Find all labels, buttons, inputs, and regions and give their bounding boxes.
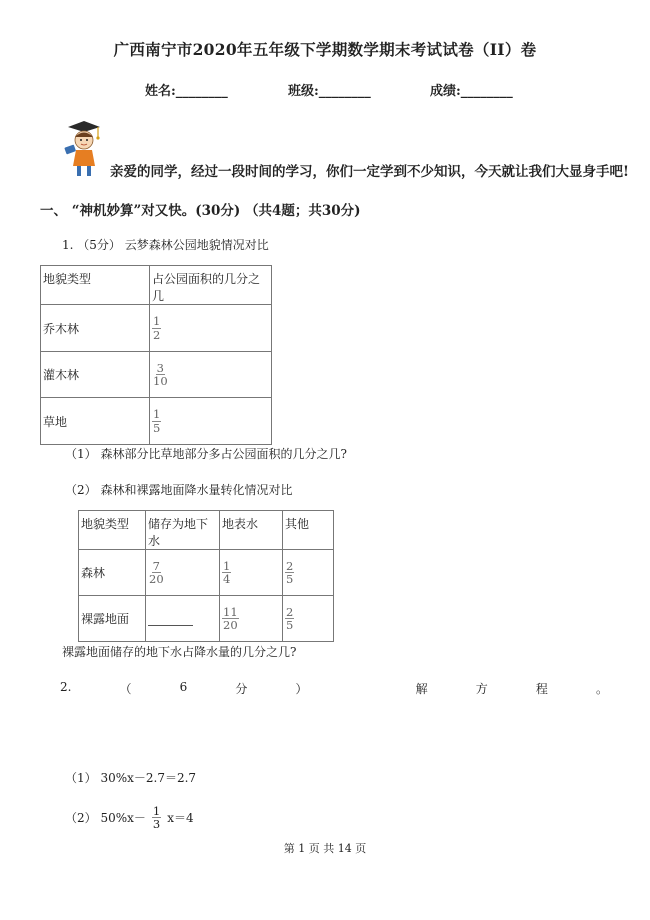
table-cell: 森林	[79, 550, 146, 596]
table-header-cell: 地貌类型	[41, 266, 150, 305]
table-cell: 乔木林	[41, 305, 150, 352]
table-header-cell: 占公园面积的几分之几	[150, 266, 272, 305]
table-header-cell: 地貌类型	[79, 511, 146, 550]
table-row	[79, 550, 334, 596]
table-row	[41, 398, 272, 445]
fraction: $\frac{2}{5}$	[286, 604, 294, 632]
section-heading: 一、 “神机妙算”对又快。(30分) （共4题；共30分)	[40, 203, 361, 219]
question-1-final: 裸露地面储存的地下水占降水量的几分之几?	[62, 645, 297, 659]
table-header-cell: 地表水	[220, 511, 283, 550]
fraction: $\frac{1}{4}$	[223, 558, 231, 586]
fraction: $\frac{1}{5}$	[153, 407, 161, 435]
table-cell: 灌木林	[41, 352, 150, 398]
fraction: $\frac{1}{2}$	[153, 314, 161, 342]
greeting-text: 亲爱的同学，经过一段时间的学习，你们一定学到不少知识，今天就让我们大显身手吧!	[110, 164, 629, 180]
question-2-sub-2: （2） 50%x－ $\frac{1}{3}$ x＝4	[65, 804, 194, 832]
table-header-cell: 储存为地下水	[146, 511, 220, 550]
fraction: $\frac{2}{5}$	[286, 558, 294, 586]
name-field: 姓名:________	[145, 84, 228, 99]
page-footer: 第 1 页 共 14 页	[283, 842, 367, 855]
class-field: 班级:________	[288, 84, 371, 99]
student-mascot-icon	[60, 118, 102, 180]
table-cell: 裸露地面	[79, 596, 146, 642]
question-1-sub-1: （1） 森林部分比草地部分多占公园面积的几分之几?	[65, 447, 347, 461]
rainfall-conversion-table	[78, 510, 334, 642]
terrain-area-table	[40, 265, 272, 445]
score-field: 成绩:________	[430, 84, 513, 99]
table-row	[79, 596, 334, 642]
answer-blank[interactable]	[148, 613, 193, 626]
page-title: 广西南宁市2020年五年级下学期数学期末考试试卷（II）卷	[113, 40, 537, 59]
fraction: $\frac{11}{20}$	[223, 604, 238, 632]
table-row	[41, 352, 272, 398]
question-1-sub-2: （2） 森林和裸露地面降水量转化情况对比	[65, 483, 293, 497]
table-row	[41, 305, 272, 352]
table-header-cell: 其他	[283, 511, 334, 550]
table-cell: 草地	[41, 398, 150, 445]
fraction: $\frac{1}{3}$	[152, 804, 161, 832]
question-2-heading: 2. （ 6 分 ） 解 方 程 。	[60, 680, 608, 696]
question-1-intro: 1. （5分） 云梦森林公园地貌情况对比	[62, 238, 269, 252]
question-2-sub-1: （1） 30%x－2.7＝2.7	[65, 771, 197, 785]
fraction: $\frac{7}{20}$	[149, 558, 164, 586]
fraction: $\frac{3}{10}$	[153, 360, 168, 388]
